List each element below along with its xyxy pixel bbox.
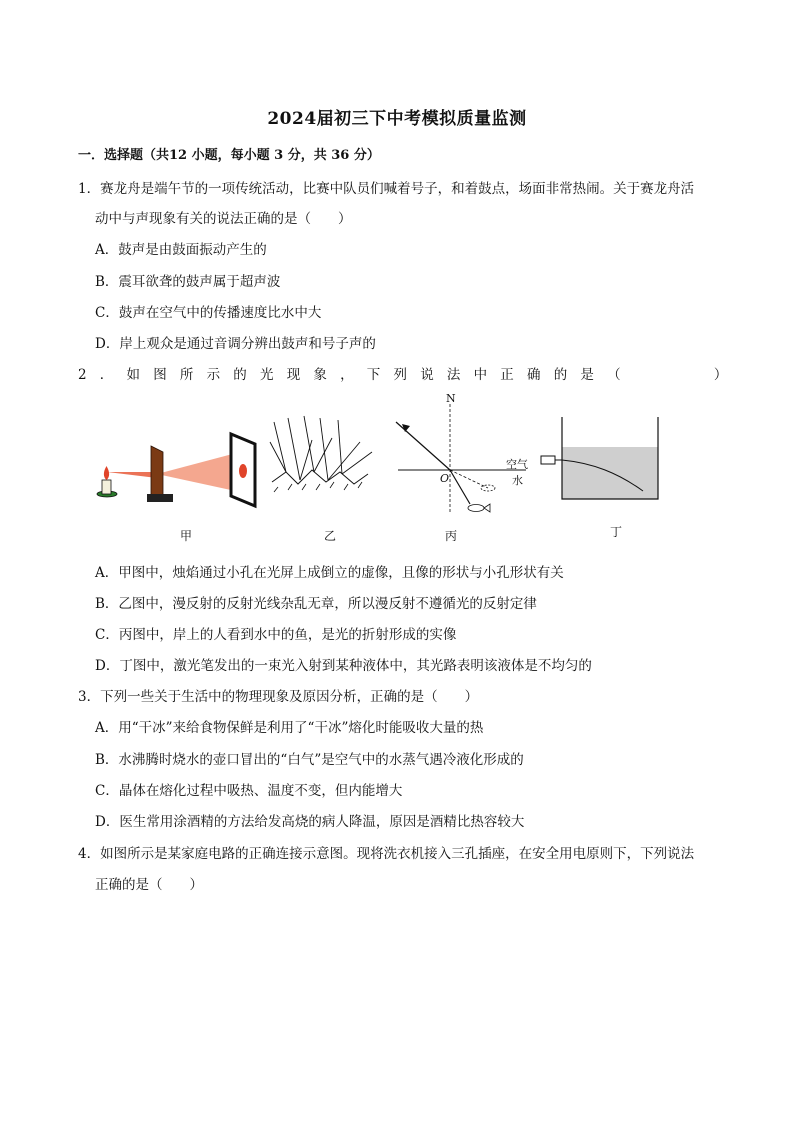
question-3-option-d: D．医生常用涂酒精的方法给发高烧的病人降温，原因是酒精比热容较大 <box>95 814 525 830</box>
question-3-option-a: A．用“干冰”来给食物保鲜是利用了“干冰”熔化时能吸收大量的热 <box>95 720 484 736</box>
figure-label-yi: 乙 <box>323 529 336 543</box>
question-1-line-2: 动中与声现象有关的说法正确的是（ ） <box>95 211 352 227</box>
origin-label: O <box>440 472 450 485</box>
figure-jia-pinhole <box>95 428 270 513</box>
section-heading: 一．选择题（共12 小题，每小题 3 分，共 36 分） <box>78 148 380 163</box>
question-1-option-b: B．震耳欲聋的鼓声属于超声波 <box>95 274 281 290</box>
question-4-line-1: 4．如图所示是某家庭电路的正确连接示意图。现将洗衣机接入三孔插座，在安全用电原则下，下列说法 <box>78 846 695 862</box>
page-title: 2024届初三下中考模拟质量监测 <box>267 109 527 129</box>
figure-yi-diffuse-reflection <box>268 412 378 497</box>
figure-label-ding: 丁 <box>609 525 622 539</box>
question-2-line-1: 2．如图所示的光现象，下列说法中正确的是（ ） <box>78 367 741 383</box>
water-label: 水 <box>512 474 523 487</box>
question-2-option-a: A．甲图中，烛焰通过小孔在光屏上成倒立的虚像，且像的形状与小孔形状有关 <box>95 565 564 581</box>
question-2-option-d: D．丁图中，激光笔发出的一束光入射到某种液体中，其光路表明该液体是不均匀的 <box>95 658 592 674</box>
normal-label: N <box>446 392 456 405</box>
figure-label-jia: 甲 <box>179 529 192 543</box>
question-2-option-c: C．丙图中，岸上的人看到水中的鱼，是光的折射形成的实像 <box>95 627 457 643</box>
question-3-option-c: C．晶体在熔化过程中吸热、温度不变，但内能增大 <box>95 783 403 799</box>
question-3-option-b: B．水沸腾时烧水的壶口冒出的“白气”是空气中的水蒸气遇冷液化形成的 <box>95 752 524 768</box>
air-label: 空气 <box>506 458 528 471</box>
question-1-option-a: A．鼓声是由鼓面振动产生的 <box>95 242 267 258</box>
question-2-option-b: B．乙图中，漫反射的反射光线杂乱无章，所以漫反射不遵循光的反射定律 <box>95 596 537 612</box>
figure-label-bing: 丙 <box>444 529 457 543</box>
figure-bing-refraction <box>388 392 538 522</box>
question-1-option-c: C．鼓声在空气中的传播速度比水中大 <box>95 305 322 321</box>
question-3-line-1: 3．下列一些关于生活中的物理现象及原因分析，正确的是（ ） <box>78 689 479 705</box>
question-4-line-2: 正确的是（ ） <box>95 877 203 893</box>
question-1-option-d: D．岸上观众是通过音调分辨出鼓声和号子声的 <box>95 336 376 352</box>
question-1-line-1: 1．赛龙舟是端午节的一项传统活动，比赛中队员们喊着号子，和着鼓点，场面非常热闹。关于赛龙舟活 <box>78 181 695 197</box>
figure-ding-laser-liquid <box>538 415 668 505</box>
